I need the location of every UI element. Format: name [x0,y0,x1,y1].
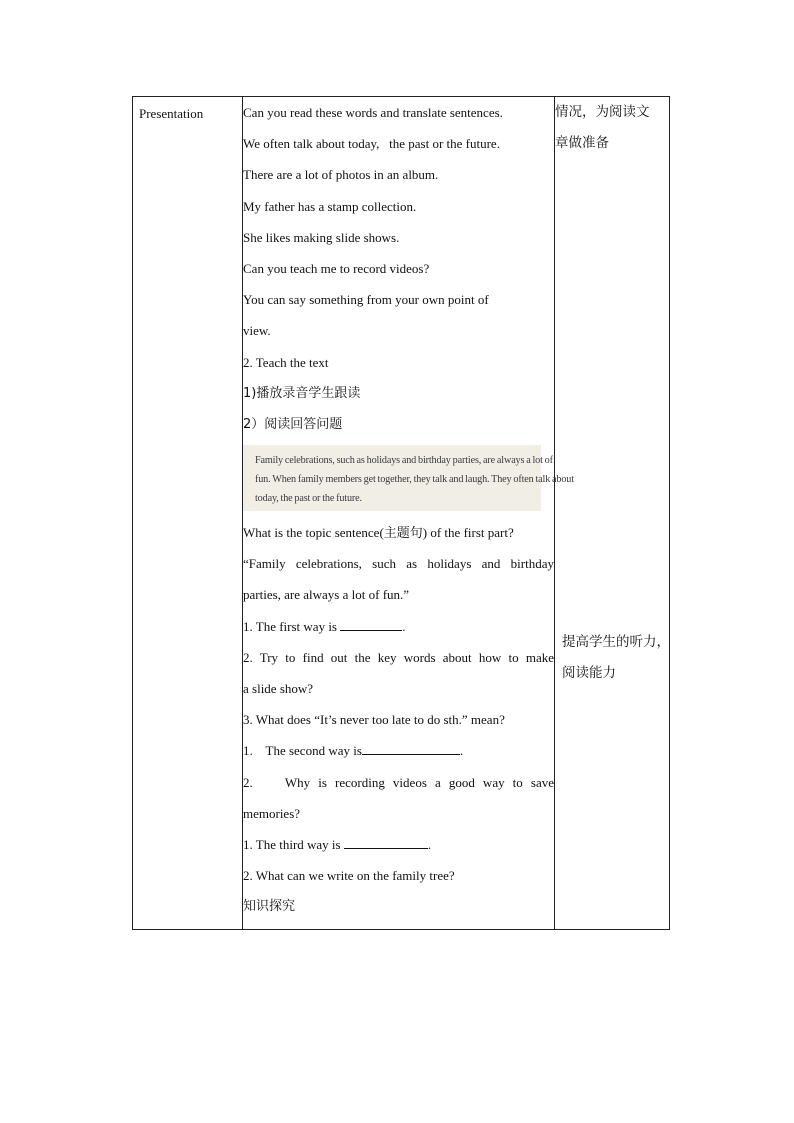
purpose-line: 阅读能力 [562,665,616,681]
passage-line: today, the past or the future. [255,493,362,505]
question-text: 1. The first way is [243,618,341,634]
content-cell [243,97,574,930]
content-line: 2. Teach the text [243,354,329,370]
topic-answer-line: “Family celebrations, such as holidays and birthday [243,556,554,572]
topic-answer-line: parties, are always a lot of fun.” [243,587,410,603]
question-second-way [243,735,554,766]
answer-blank [340,618,402,631]
content-line: view. [243,323,271,339]
knowledge-heading: 知识探究 [243,899,296,915]
question-first-way [243,611,554,642]
question-punct: . [402,618,406,634]
question-punct: . [459,743,464,759]
answer-blank [362,742,460,755]
question-key-words: 2. Try to find out the key words about how to make [243,649,554,665]
question-recording-videos-cont: memories? [243,805,301,821]
question-text: 1. The second way is [243,743,362,759]
content-line: There are a lot of photos in an album. [243,167,439,183]
content-line: Can you teach me to record videos? [243,260,430,276]
textbook-passage-image [243,445,574,511]
question-text: 1. The third way is [243,836,344,852]
purpose-cell [555,97,670,930]
purpose-group [562,627,670,689]
purpose-line: 情况，为阅读文 [555,104,650,120]
question-punct: . [427,836,432,852]
content-line: We often talk about today, the past or the future. [243,136,500,152]
stage-label: Presentation [139,106,204,121]
lesson-plan-table [132,96,670,930]
content-line: Can you read these words and translate sentences. [243,105,503,120]
answer-blank [344,836,428,849]
question-key-words-cont: a slide show? [243,681,314,696]
question-family-tree: 2. What can we write on the family tree? [243,868,455,884]
content-line: She likes making slide shows. [243,229,400,245]
table-row [133,97,670,930]
passage-line: Family celebrations, such as holidays and birthday parties, are always a lot of [255,455,553,467]
purpose-line: 提高学生的听力， [562,634,670,650]
topic-question: What is the topic sentence(主题句) of the first part? [243,525,514,541]
content-line: You can say something from your own point of [243,292,489,308]
purpose-line: 章做准备 [555,135,609,151]
content-line: My father has a stamp collection. [243,198,417,214]
question-recording-videos: 2. Why is recording videos a good way to save [243,774,554,790]
content-line: 1)播放录音学生跟读 [243,385,361,401]
stage-cell [133,97,243,930]
question-third-way [243,829,554,860]
passage-line: fun. When family members get together, they talk and laugh. They often talk about [255,474,574,486]
content-line: 2）阅读回答问题 [243,416,343,432]
question-never-too-late: 3. What does “It’s never too late to do sth.” mean? [243,712,505,728]
